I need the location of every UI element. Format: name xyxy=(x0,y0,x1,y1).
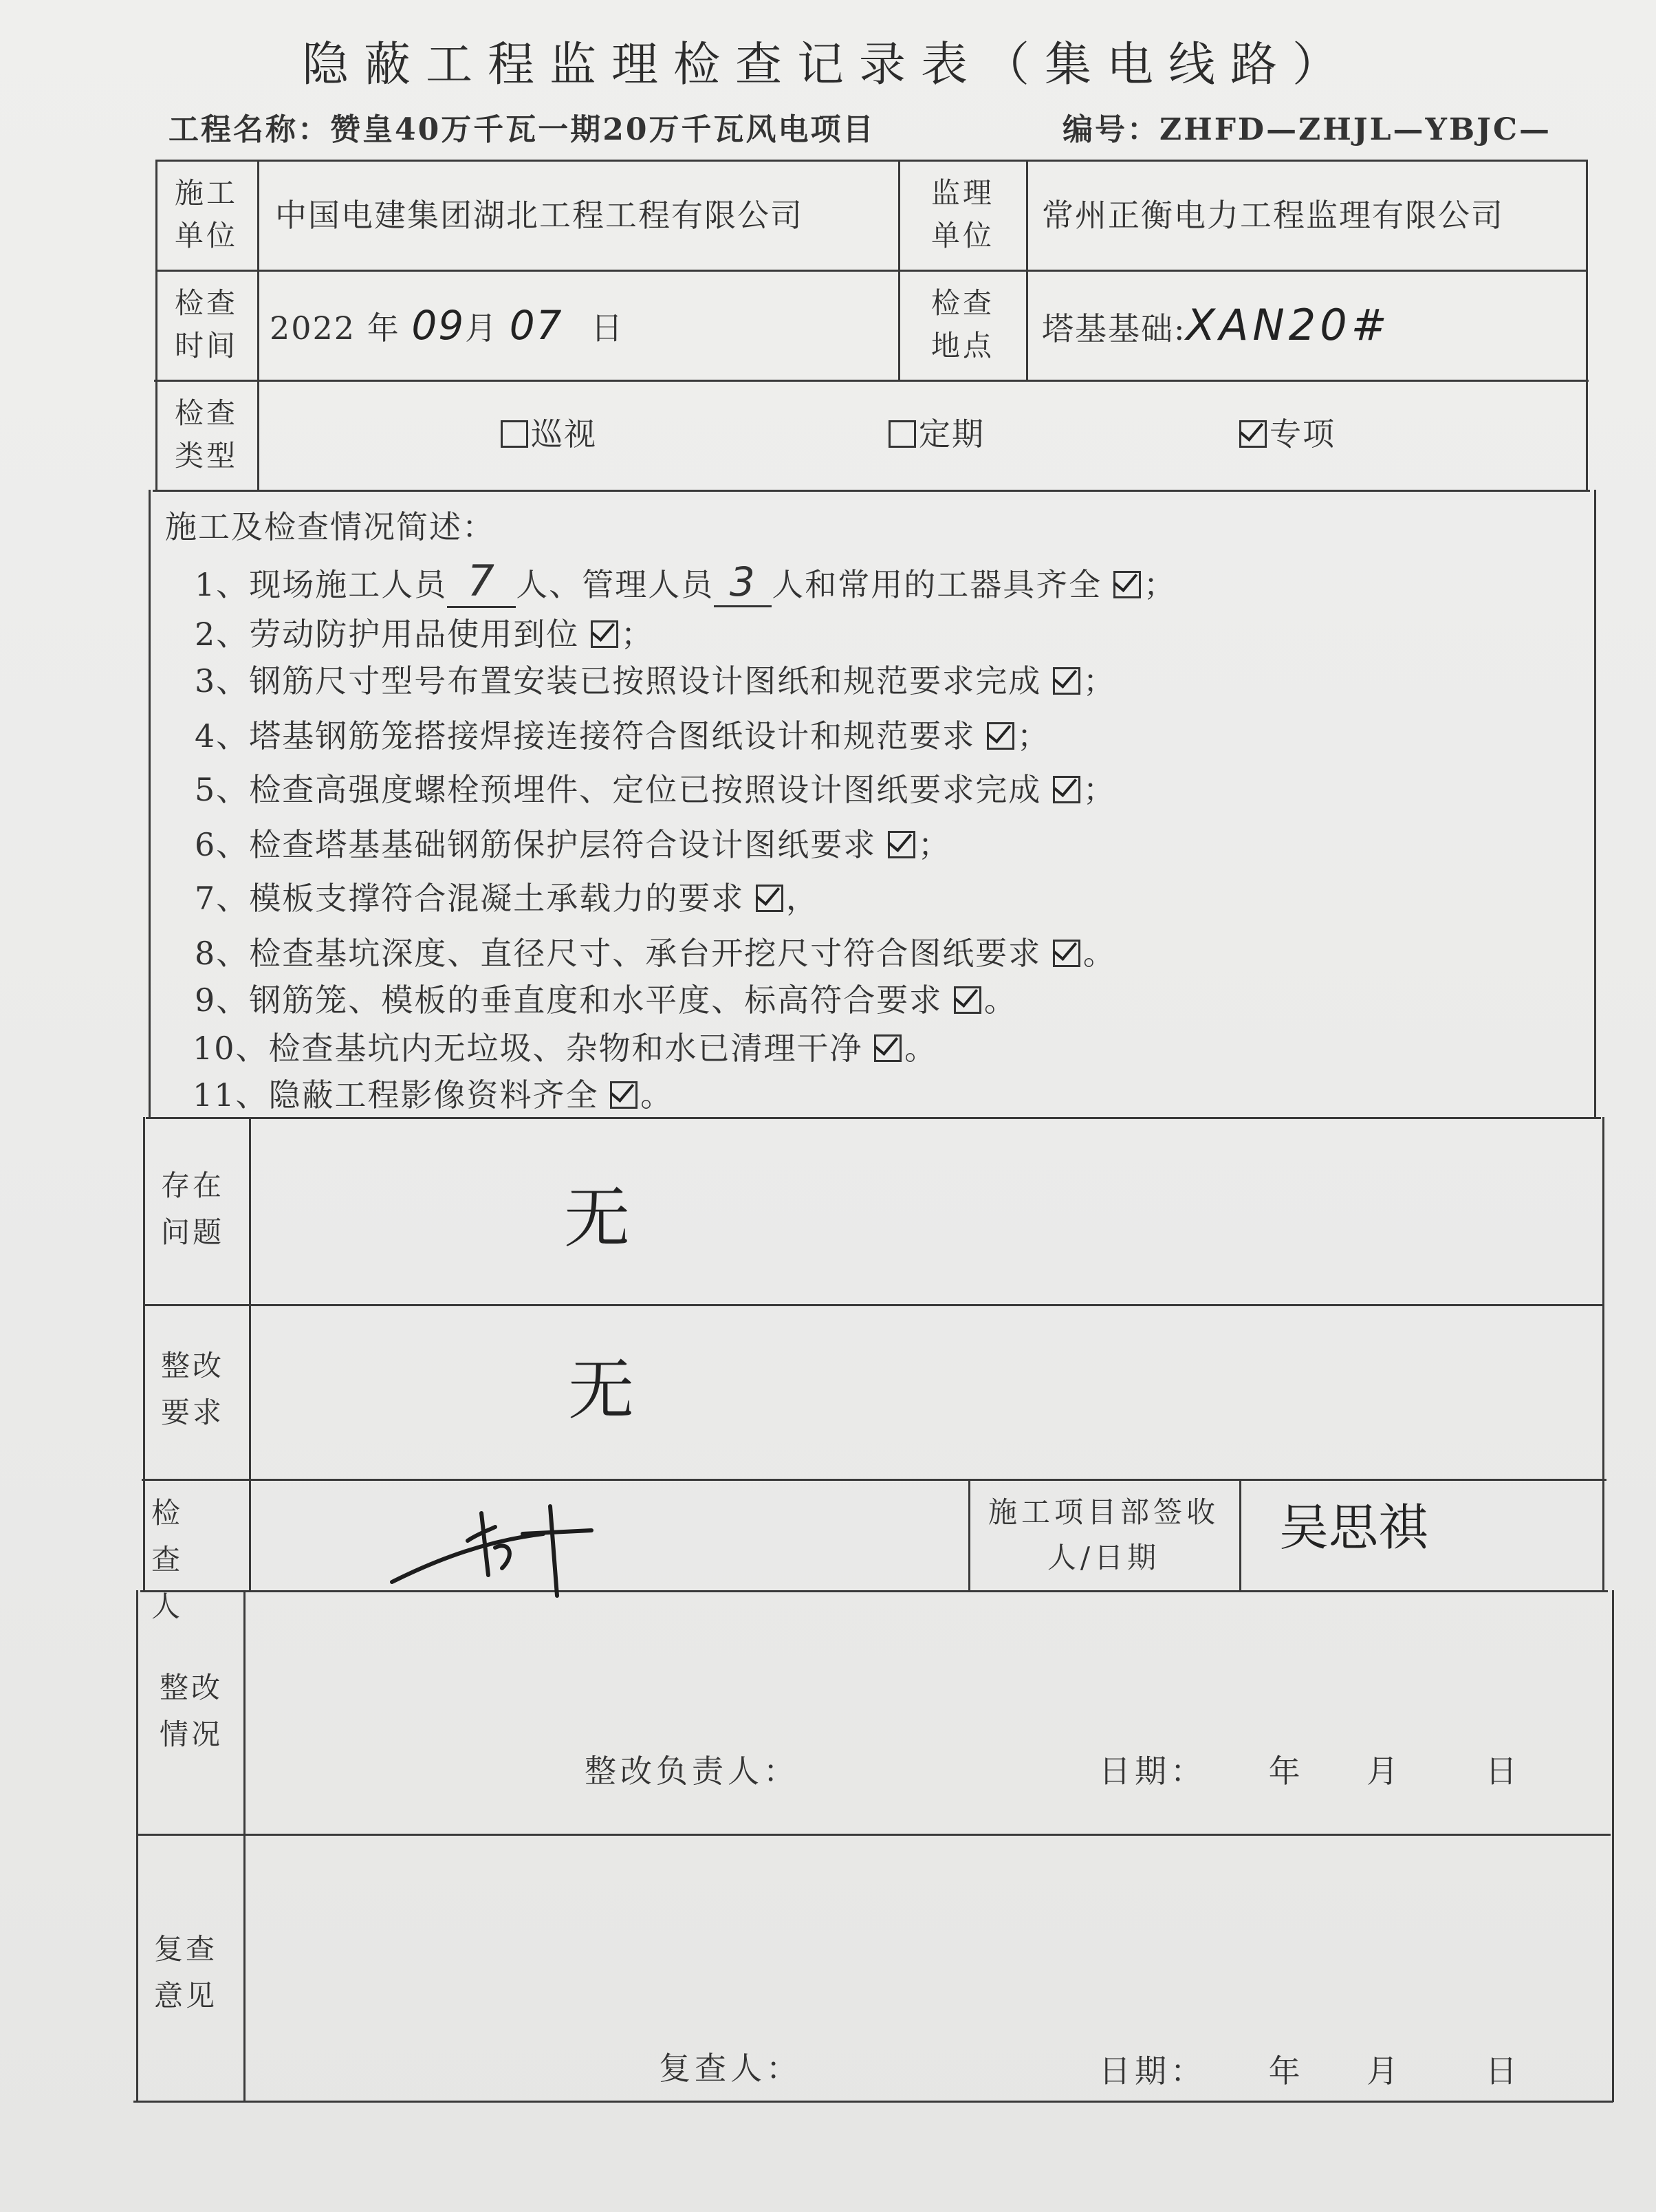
table-line xyxy=(154,380,1589,382)
inspector-signature xyxy=(385,1493,646,1603)
problems-value: 无 xyxy=(564,1180,633,1257)
table-line xyxy=(153,490,1590,492)
inspection-place-prefix: 塔基基础: xyxy=(1042,310,1186,347)
checkbox-checked[interactable] xyxy=(756,885,783,912)
table-line xyxy=(1026,160,1028,380)
inspection-place-value: XAN20# xyxy=(1186,300,1391,350)
supervision-unit: 常州正衡电力工程监理有限公司 xyxy=(1042,197,1504,234)
receiver-signature: 吴思祺 xyxy=(1279,1499,1428,1557)
summary-item-4 xyxy=(195,711,1050,757)
checkbox-checked[interactable] xyxy=(1239,420,1267,448)
date-day: 07 xyxy=(509,302,563,349)
item-punct: ； xyxy=(1016,717,1050,755)
summary-item-1 xyxy=(195,556,1177,608)
type-option-label: 巡视 xyxy=(531,415,597,453)
item-punct: 。 xyxy=(1082,935,1116,972)
date-year-suffix: 年 xyxy=(1268,2052,1305,2090)
date-day-suffix: 日 xyxy=(1485,1753,1521,1790)
table-border-left xyxy=(143,1117,145,1590)
type-option-patrol[interactable] xyxy=(501,413,597,455)
item-text: 人和常用的工器具齐全 xyxy=(772,566,1102,603)
type-option-periodic[interactable] xyxy=(889,413,985,455)
table-border-left xyxy=(149,490,151,1117)
inspector-label: 检查人 xyxy=(151,1496,184,1623)
item-punct: ； xyxy=(620,616,654,653)
project-name-line xyxy=(168,105,875,149)
date-day-suffix: 日 xyxy=(1485,2052,1521,2090)
item-text: 8、检查基坑深度、直径尺寸、承台开挖尺寸符合图纸要求 xyxy=(195,935,1042,972)
item-text: 5、检查高强度螺栓预埋件、定位已按照设计图纸要求完成 xyxy=(195,771,1042,808)
table-border-left xyxy=(155,160,157,490)
rectify-person-label: 整改负责人： xyxy=(585,1753,799,1790)
serial-number-line xyxy=(1063,105,1551,149)
table-line xyxy=(155,270,1587,272)
inspection-date xyxy=(270,304,624,349)
item-punct: ， xyxy=(785,880,819,917)
rectify-requirement-label: 整改要求 xyxy=(160,1349,224,1429)
summary-item-9 xyxy=(195,975,1017,1021)
summary-item-3 xyxy=(195,656,1116,702)
inspection-place-label: 检查地点 xyxy=(930,286,994,362)
supervision-unit-label: 监理单位 xyxy=(930,176,994,252)
item-punct: 。 xyxy=(640,1076,674,1114)
date-month-suffix: 月 xyxy=(1366,1753,1403,1790)
type-option-label: 定期 xyxy=(919,415,985,453)
table-border-right xyxy=(1594,490,1596,1117)
receiver-label: 施工项目部签收人/日期 xyxy=(988,1495,1219,1574)
construction-unit: 中国电建集团湖北工程工程有限公司 xyxy=(275,197,803,234)
table-line xyxy=(142,1479,1606,1481)
checkbox-checked[interactable] xyxy=(874,1034,902,1062)
workers-count: 7 xyxy=(447,556,516,608)
summary-item-11 xyxy=(193,1070,673,1116)
rectify-status-label: 整改情况 xyxy=(159,1671,223,1751)
serial-number-label: 编号： xyxy=(1063,112,1159,147)
reviewer-label: 复查人： xyxy=(659,2050,802,2087)
type-option-special[interactable] xyxy=(1239,413,1336,455)
checkbox-checked[interactable] xyxy=(954,986,981,1014)
table-line xyxy=(140,1590,1608,1592)
table-line xyxy=(143,1304,1604,1306)
item-text: 6、检查塔基基础钢筋保护层符合设计图纸要求 xyxy=(195,826,877,863)
date-month-suffix: 月 xyxy=(1366,2052,1403,2090)
item-punct: 。 xyxy=(983,982,1017,1019)
date-month-suffix: 月 xyxy=(465,310,499,347)
summary-item-2 xyxy=(195,609,654,655)
item-text: 2、劳动防护用品使用到位 xyxy=(195,616,580,653)
checkbox[interactable] xyxy=(501,420,528,448)
checkbox-checked[interactable] xyxy=(888,831,915,858)
inspection-type-label: 检查类型 xyxy=(174,396,238,473)
review-date xyxy=(1099,2050,1521,2092)
table-line xyxy=(898,160,900,380)
item-punct: ； xyxy=(1143,566,1177,603)
problems-label: 存在问题 xyxy=(160,1169,224,1249)
item-punct: 。 xyxy=(904,1030,938,1067)
project-name: 赞皇40万千瓦一期20万千瓦风电项目 xyxy=(330,112,875,147)
type-option-label: 专项 xyxy=(1270,415,1336,453)
date-label: 日期： xyxy=(1099,1753,1206,1790)
summary-item-6 xyxy=(195,820,951,865)
label-column-line xyxy=(243,1590,246,2102)
rectify-requirement-value: 无 xyxy=(568,1352,637,1429)
summary-item-5 xyxy=(195,765,1116,810)
item-text: 4、塔基钢筋笼搭接焊接连接符合图纸设计和规范要求 xyxy=(195,717,976,755)
serial-number: ZHFD—ZHJL—YBJC— xyxy=(1159,112,1551,147)
table-border-right xyxy=(1612,1590,1614,2102)
item-text: 9、钢筋笼、模板的垂直度和水平度、标高符合要求 xyxy=(195,982,943,1019)
table-border-right xyxy=(1602,1117,1604,1590)
item-text: 人、管理人员 xyxy=(516,566,715,603)
summary-item-10 xyxy=(193,1023,937,1069)
table-border-right xyxy=(1586,160,1588,490)
inspection-time-label: 检查时间 xyxy=(174,286,238,362)
signature-stroke-icon xyxy=(385,1493,646,1603)
item-text: 7、模板支撑符合混凝土承载力的要求 xyxy=(195,880,745,917)
label-column-line xyxy=(257,160,259,490)
date-month: 09 xyxy=(411,302,466,349)
checkbox-checked[interactable] xyxy=(591,620,618,648)
item-text: 1、现场施工人员 xyxy=(195,566,448,603)
item-text: 3、钢筋尺寸型号布置安装已按照设计图纸和规范要求完成 xyxy=(195,662,1042,700)
checkbox[interactable] xyxy=(889,420,916,448)
table-line xyxy=(1239,1479,1241,1590)
date-year: 2022 xyxy=(270,310,356,347)
table-line xyxy=(138,1834,1611,1836)
date-label: 日期： xyxy=(1099,2052,1206,2090)
item-punct: ； xyxy=(917,826,951,863)
item-punct: ； xyxy=(1082,771,1116,808)
item-text: 10、检查基坑内无垃圾、杂物和水已清理干净 xyxy=(193,1030,863,1067)
checkbox-checked[interactable] xyxy=(610,1081,638,1109)
managers-count: 3 xyxy=(714,559,772,607)
table-border-top xyxy=(157,160,1587,162)
checkbox-checked[interactable] xyxy=(987,722,1014,750)
rectify-date xyxy=(1099,1750,1521,1792)
table-border-bottom xyxy=(133,2101,1613,2103)
checkbox-checked[interactable] xyxy=(1113,571,1141,598)
checkbox-checked[interactable] xyxy=(1053,667,1080,695)
checkbox-checked[interactable] xyxy=(1053,776,1080,803)
project-name-label: 工程名称： xyxy=(168,112,330,147)
date-year-suffix: 年 xyxy=(1268,1753,1305,1790)
summary-item-7 xyxy=(195,874,819,919)
label-column-line xyxy=(249,1117,251,1590)
inspection-place xyxy=(1042,300,1391,350)
table-line xyxy=(968,1479,970,1590)
date-day-suffix: 日 xyxy=(591,310,624,347)
item-text: 11、隐蔽工程影像资料齐全 xyxy=(193,1076,599,1114)
form-title: 隐蔽工程监理检查记录表（集电线路） xyxy=(301,38,1354,92)
item-punct: ； xyxy=(1082,662,1116,700)
construction-unit-label: 施工单位 xyxy=(174,176,238,252)
summary-heading: 施工及检查情况简述： xyxy=(165,508,495,545)
date-year-suffix: 年 xyxy=(367,310,400,347)
table-line xyxy=(146,1117,1601,1119)
review-label: 复查意见 xyxy=(153,1932,217,2013)
table-border-left xyxy=(136,1590,138,2102)
summary-item-8 xyxy=(195,929,1116,974)
checkbox-checked[interactable] xyxy=(1053,940,1080,967)
